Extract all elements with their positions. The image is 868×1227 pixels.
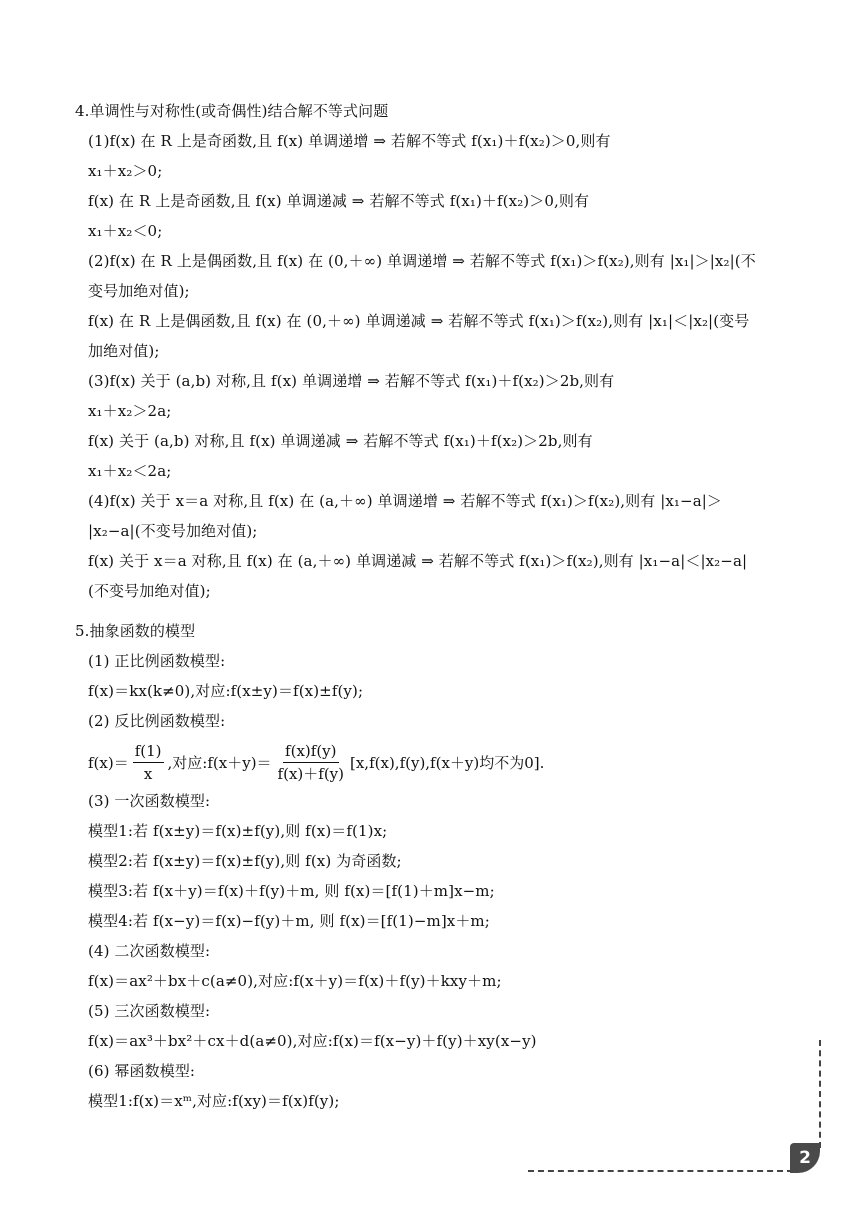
text-line: x₁＋x₂＞0; [88,162,163,180]
text-line: (4)f(x) 关于 x＝a 对称,且 f(x) 在 (a,＋∞) 单调递增 ⇒ 若解不等式 f(x₁)＞f(x₂),则有 |x₁−a|＞ [88,492,722,510]
text-line: (3) 一次函数模型: [88,792,211,810]
text-line: x₁＋x₂＜0; [88,222,163,240]
fraction [133,742,164,783]
formula-tail: [x,f(x),f(y),f(x＋y)均不为0]. [350,753,545,772]
text-line: 模型1:若 f(x±y)＝f(x)±f(y),则 f(x)＝f(1)x; [88,822,388,840]
section-4-title: 4.单调性与对称性(或奇偶性)结合解不等式问题 [75,102,389,120]
text-line: (2) 反比例函数模型: [88,712,226,730]
text-line: x₁＋x₂＜2a; [88,462,172,480]
text-line: (3)f(x) 关于 (a,b) 对称,且 f(x) 单调递增 ⇒ 若解不等式 f(x₁)＋f(x₂)＞2b,则有 [88,372,615,390]
text-line: (1) 正比例函数模型: [88,652,226,670]
formula-lhs: f(x)＝ [88,753,129,772]
text-line: f(x)＝kx(k≠0),对应:f(x±y)＝f(x)±f(y); [88,682,364,700]
dashed-border-vertical [819,1040,821,1148]
text-line: 变号加绝对值); [88,282,190,300]
dashed-border-horizontal [528,1170,793,1172]
text-line: 模型4:若 f(x−y)＝f(x)−f(y)＋m, 则 f(x)＝[f(1)−m]x＋m; [88,912,490,930]
text-line: x₁＋x₂＞2a; [88,402,172,420]
text-line: (不变号加绝对值); [88,582,211,600]
page-number-badge [790,1143,820,1173]
text-line: (5) 三次函数模型: [88,1002,211,1020]
text-line: |x₂−a|(不变号加绝对值); [88,522,258,540]
fraction-numerator: f(1) [133,742,164,763]
fraction-numerator: f(x)f(y) [283,742,338,763]
inverse-proportion-formula [88,737,544,787]
text-line: f(x)＝ax²＋bx＋c(a≠0),对应:f(x＋y)＝f(x)＋f(y)＋kxy＋m; [88,972,502,990]
text-line: f(x) 关于 x＝a 对称,且 f(x) 在 (a,＋∞) 单调递减 ⇒ 若解不等式 f(x₁)＞f(x₂),则有 |x₁−a|＜|x₂−a| [88,552,748,570]
text-line: 模型3:若 f(x＋y)＝f(x)＋f(y)＋m, 则 f(x)＝[f(1)＋m]x−m; [88,882,495,900]
text-line: f(x) 在 R 上是奇函数,且 f(x) 单调递减 ⇒ 若解不等式 f(x₁)＋f(x₂)＞0,则有 [88,192,590,210]
text-line: 加绝对值); [88,342,160,360]
page-number: 2 [799,1148,811,1168]
fraction-denominator: f(x)＋f(y) [277,764,344,783]
fraction-denominator: x [143,764,153,783]
text-line: f(x)＝ax³＋bx²＋cx＋d(a≠0),对应:f(x)＝f(x−y)＋f(y)＋xy(x−y) [88,1032,537,1050]
text-line: f(x) 在 R 上是偶函数,且 f(x) 在 (0,＋∞) 单调递减 ⇒ 若解不等式 f(x₁)＞f(x₂),则有 |x₁|＜|x₂|(变号 [88,312,750,330]
section-5-title: 5.抽象函数的模型 [75,622,196,640]
text-line: (2)f(x) 在 R 上是偶函数,且 f(x) 在 (0,＋∞) 单调递增 ⇒ 若解不等式 f(x₁)＞f(x₂),则有 |x₁|＞|x₂|(不 [88,252,756,270]
text-line: (6) 幂函数模型: [88,1062,196,1080]
text-line: 模型2:若 f(x±y)＝f(x)±f(y),则 f(x) 为奇函数; [88,852,402,870]
text-line: 模型1:f(x)＝xᵐ,对应:f(xy)＝f(x)f(y); [88,1092,340,1110]
text-line: (1)f(x) 在 R 上是奇函数,且 f(x) 单调递增 ⇒ 若解不等式 f(x₁)＋f(x₂)＞0,则有 [88,132,611,150]
formula-mid: ,对应:f(x＋y)＝ [167,753,272,772]
text-line: (4) 二次函数模型: [88,942,211,960]
fraction [276,742,346,783]
text-line: f(x) 关于 (a,b) 对称,且 f(x) 单调递减 ⇒ 若解不等式 f(x₁)＋f(x₂)＞2b,则有 [88,432,593,450]
